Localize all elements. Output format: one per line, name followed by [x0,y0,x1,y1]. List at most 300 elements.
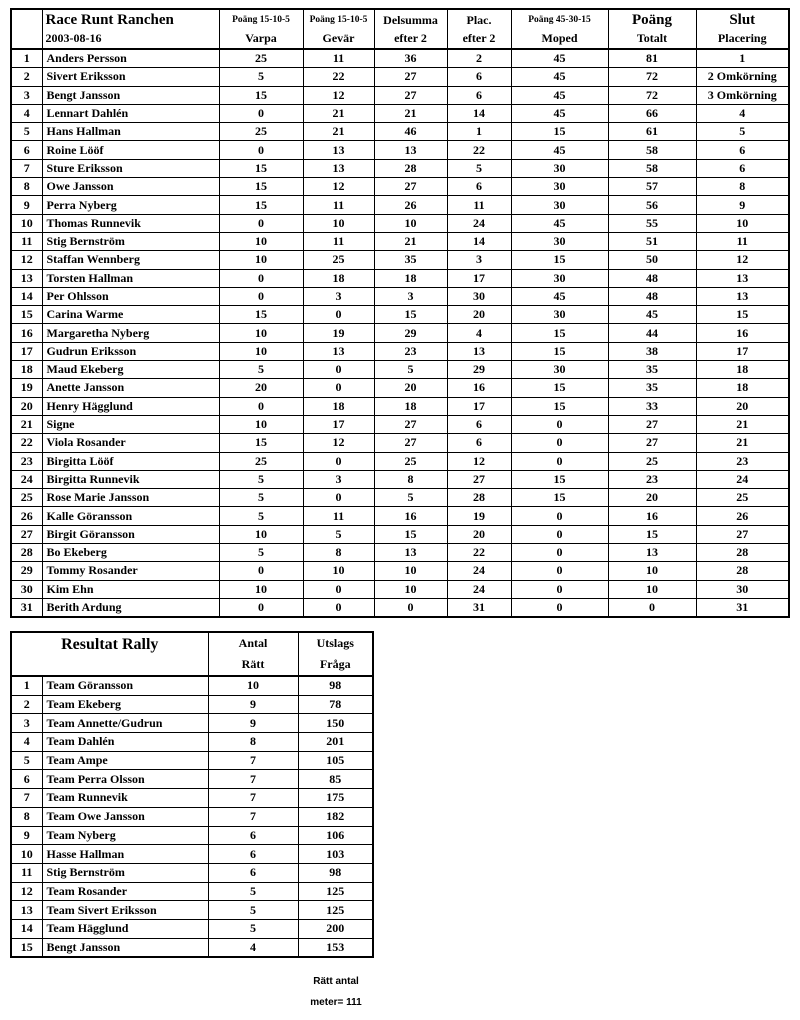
race-row [11,104,789,122]
race-row [11,306,789,324]
race-cell-n: 28 [11,544,42,562]
rally-cell-n: 15 [11,938,42,957]
race-row [11,379,789,397]
race-cell-poang: 45 [608,306,696,324]
race-row [11,434,789,452]
race-cell-moped: 30 [511,361,608,379]
race-cell-n: 7 [11,159,42,177]
race-cell-slut: 17 [696,342,789,360]
race-cell-delsumma: 10 [374,562,447,580]
race-cell-name: Bengt Jansson [42,86,219,104]
race-cell-name: Signe [42,415,219,433]
varpa-header: Varpa [219,29,303,49]
race-cell-delsumma: 10 [374,580,447,598]
race-cell-slut: 24 [696,470,789,488]
race-cell-n: 1 [11,49,42,68]
race-cell-name: Birgit Göransson [42,525,219,543]
race-cell-poang: 48 [608,287,696,305]
rally-cell-team: Team Hägglund [42,919,208,938]
race-cell-name: Per Ohlsson [42,287,219,305]
race-cell-n: 12 [11,251,42,269]
race-cell-slut: 5 [696,123,789,141]
race-cell-varpa: 10 [219,251,303,269]
race-cell-name: Owe Jansson [42,178,219,196]
race-cell-delsumma: 46 [374,123,447,141]
race-cell-varpa: 20 [219,379,303,397]
race-cell-delsumma: 36 [374,49,447,68]
race-cell-delsumma: 29 [374,324,447,342]
race-cell-moped: 15 [511,397,608,415]
race-cell-varpa: 10 [219,415,303,433]
race-cell-plac: 6 [447,68,511,86]
race-cell-delsumma: 27 [374,86,447,104]
delsumma-header: efter 2 [374,29,447,49]
race-cell-plac: 13 [447,342,511,360]
race-cell-moped: 0 [511,415,608,433]
race-cell-varpa: 5 [219,507,303,525]
race-cell-poang: 27 [608,415,696,433]
race-cell-slut: 3 Omkörning [696,86,789,104]
race-cell-plac: 22 [447,141,511,159]
race-cell-gevar: 11 [303,507,374,525]
race-cell-varpa: 0 [219,104,303,122]
race-cell-delsumma: 13 [374,141,447,159]
race-cell-slut: 6 [696,159,789,177]
race-cell-plac: 3 [447,251,511,269]
race-cell-slut: 15 [696,306,789,324]
race-header-row-top [11,9,789,29]
rally-cell-n: 7 [11,789,42,808]
race-cell-gevar: 11 [303,49,374,68]
race-cell-varpa: 15 [219,196,303,214]
race-cell-moped: 0 [511,452,608,470]
race-row [11,68,789,86]
race-cell-poang: 48 [608,269,696,287]
moped-header: Moped [511,29,608,49]
race-cell-slut: 18 [696,361,789,379]
race-cell-slut: 11 [696,232,789,250]
rally-cell-ratt: 6 [208,863,298,882]
rally-cell-fraga: 106 [298,826,373,845]
rally-cell-ratt: 9 [208,695,298,714]
race-cell-n: 16 [11,324,42,342]
race-cell-moped: 0 [511,434,608,452]
rally-cell-fraga: 175 [298,789,373,808]
rally-row [11,789,373,808]
race-cell-delsumma: 21 [374,104,447,122]
race-row [11,452,789,470]
rally-cell-n: 1 [11,676,42,695]
race-cell-n: 20 [11,397,42,415]
poang-header-top: Poäng [608,9,696,29]
race-cell-delsumma: 18 [374,269,447,287]
race-cell-moped: 30 [511,306,608,324]
race-cell-poang: 20 [608,489,696,507]
rally-cell-ratt: 5 [208,882,298,901]
race-header-row-bottom [11,29,789,49]
race-cell-moped: 45 [511,141,608,159]
race-cell-gevar: 12 [303,86,374,104]
race-cell-delsumma: 35 [374,251,447,269]
race-cell-poang: 10 [608,562,696,580]
race-cell-gevar: 25 [303,251,374,269]
rally-cell-team: Team Ekeberg [42,695,208,714]
race-cell-delsumma: 18 [374,397,447,415]
race-row [11,287,789,305]
race-cell-delsumma: 13 [374,544,447,562]
race-cell-n: 14 [11,287,42,305]
rally-cell-n: 4 [11,733,42,752]
race-cell-plac: 20 [447,306,511,324]
race-cell-name: Torsten Hallman [42,269,219,287]
rally-cell-n: 5 [11,751,42,770]
race-date: 2003-08-16 [42,29,219,49]
race-row [11,123,789,141]
race-cell-poang: 72 [608,86,696,104]
race-cell-n: 5 [11,123,42,141]
race-cell-slut: 25 [696,489,789,507]
race-cell-plac: 11 [447,196,511,214]
rally-cell-ratt: 7 [208,807,298,826]
race-cell-slut: 16 [696,324,789,342]
race-row [11,251,789,269]
race-cell-n: 19 [11,379,42,397]
race-cell-delsumma: 28 [374,159,447,177]
rally-cell-fraga: 105 [298,751,373,770]
plac-header: efter 2 [447,29,511,49]
race-cell-name: Rose Marie Jansson [42,489,219,507]
race-cell-delsumma: 3 [374,287,447,305]
race-cell-n: 9 [11,196,42,214]
race-row [11,342,789,360]
rally-cell-ratt: 4 [208,938,298,957]
race-cell-name: Birgitta Runnevik [42,470,219,488]
race-cell-delsumma: 26 [374,196,447,214]
race-cell-varpa: 5 [219,544,303,562]
race-cell-moped: 0 [511,507,608,525]
rally-cell-ratt: 6 [208,845,298,864]
race-row [11,159,789,177]
race-row [11,598,789,617]
race-cell-gevar: 13 [303,159,374,177]
race-cell-delsumma: 25 [374,452,447,470]
rally-cell-n: 2 [11,695,42,714]
race-cell-n: 31 [11,598,42,617]
rally-row [11,901,373,920]
race-cell-n: 13 [11,269,42,287]
race-cell-plac: 22 [447,544,511,562]
race-cell-moped: 45 [511,287,608,305]
race-cell-gevar: 12 [303,178,374,196]
race-cell-delsumma: 27 [374,434,447,452]
race-cell-poang: 0 [608,598,696,617]
race-cell-plac: 6 [447,86,511,104]
race-cell-delsumma: 15 [374,525,447,543]
race-cell-plac: 28 [447,489,511,507]
race-cell-moped: 15 [511,251,608,269]
rally-cell-fraga: 98 [298,676,373,695]
race-cell-name: Carina Warme [42,306,219,324]
race-cell-delsumma: 8 [374,470,447,488]
rally-cell-team: Hasse Hallman [42,845,208,864]
race-cell-slut: 18 [696,379,789,397]
race-row [11,544,789,562]
rally-row [11,826,373,845]
rally-cell-team: Team Ampe [42,751,208,770]
race-cell-moped: 30 [511,159,608,177]
rally-cell-team: Team Sivert Eriksson [42,901,208,920]
race-cell-moped: 45 [511,104,608,122]
race-cell-varpa: 5 [219,68,303,86]
race-cell-plac: 29 [447,361,511,379]
rally-cell-fraga: 125 [298,901,373,920]
race-cell-plac: 17 [447,397,511,415]
race-cell-n: 2 [11,68,42,86]
rally-cell-n: 11 [11,863,42,882]
race-cell-gevar: 12 [303,434,374,452]
rally-row [11,770,373,789]
race-cell-n: 26 [11,507,42,525]
race-cell-varpa: 25 [219,123,303,141]
race-cell-gevar: 19 [303,324,374,342]
race-cell-varpa: 5 [219,489,303,507]
race-cell-n: 21 [11,415,42,433]
race-cell-slut: 31 [696,598,789,617]
race-cell-varpa: 0 [219,562,303,580]
race-cell-moped: 15 [511,489,608,507]
race-cell-delsumma: 5 [374,361,447,379]
rally-note-line2: meter= 111 [310,997,362,1008]
race-cell-plac: 17 [447,269,511,287]
race-cell-moped: 0 [511,580,608,598]
race-cell-gevar: 18 [303,269,374,287]
poang-header: Totalt [608,29,696,49]
slut-header: Placering [696,29,789,49]
race-row [11,232,789,250]
race-cell-name: Kim Ehn [42,580,219,598]
race-cell-moped: 0 [511,525,608,543]
race-cell-slut: 20 [696,397,789,415]
race-body [11,49,789,617]
rally-cell-n: 13 [11,901,42,920]
race-cell-poang: 66 [608,104,696,122]
race-cell-varpa: 10 [219,342,303,360]
rally-cell-fraga: 78 [298,695,373,714]
race-cell-moped: 0 [511,598,608,617]
race-row [11,141,789,159]
race-cell-poang: 56 [608,196,696,214]
race-cell-varpa: 0 [219,269,303,287]
race-cell-slut: 10 [696,214,789,232]
race-cell-n: 15 [11,306,42,324]
gevar-header-top: Poäng 15-10-5 [303,9,374,29]
rally-row [11,863,373,882]
race-cell-delsumma: 27 [374,68,447,86]
race-cell-poang: 57 [608,178,696,196]
varpa-header-top: Poäng 15-10-5 [219,9,303,29]
race-cell-poang: 81 [608,49,696,68]
rally-cell-fraga: 150 [298,714,373,733]
antal-header: Rätt [208,654,298,676]
race-cell-varpa: 5 [219,470,303,488]
race-cell-poang: 16 [608,507,696,525]
race-cell-n: 30 [11,580,42,598]
race-cell-delsumma: 16 [374,507,447,525]
utslags-header-top: Utslags [298,632,373,654]
race-cell-slut: 9 [696,196,789,214]
race-cell-plac: 4 [447,324,511,342]
race-cell-delsumma: 15 [374,306,447,324]
race-row [11,86,789,104]
race-cell-gevar: 0 [303,306,374,324]
race-cell-delsumma: 21 [374,232,447,250]
race-cell-moped: 15 [511,379,608,397]
race-cell-delsumma: 20 [374,379,447,397]
rally-results-table [10,631,374,958]
race-cell-moped: 30 [511,232,608,250]
rally-row [11,919,373,938]
moped-header-top: Poäng 45-30-15 [511,9,608,29]
race-cell-name: Staffan Wennberg [42,251,219,269]
rally-cell-fraga: 85 [298,770,373,789]
race-cell-n: 22 [11,434,42,452]
utslags-header: Fråga [298,654,373,676]
race-cell-name: Berith Ardung [42,598,219,617]
race-cell-poang: 13 [608,544,696,562]
rally-cell-team: Team Göransson [42,676,208,695]
rally-cell-n: 6 [11,770,42,789]
race-row [11,397,789,415]
race-row [11,489,789,507]
race-row [11,580,789,598]
race-cell-varpa: 25 [219,452,303,470]
race-cell-gevar: 11 [303,232,374,250]
race-cell-moped: 0 [511,562,608,580]
race-cell-gevar: 21 [303,104,374,122]
rally-cell-team: Team Nyberg [42,826,208,845]
race-cell-n: 11 [11,232,42,250]
race-cell-name: Anette Jansson [42,379,219,397]
race-cell-slut: 1 [696,49,789,68]
rally-cell-team: Team Owe Jansson [42,807,208,826]
race-cell-plac: 12 [447,452,511,470]
race-cell-plac: 16 [447,379,511,397]
race-cell-n: 3 [11,86,42,104]
race-cell-slut: 27 [696,525,789,543]
gevar-header: Gevär [303,29,374,49]
race-cell-poang: 33 [608,397,696,415]
race-cell-varpa: 15 [219,159,303,177]
race-cell-varpa: 10 [219,324,303,342]
race-cell-moped: 30 [511,178,608,196]
race-cell-poang: 35 [608,379,696,397]
race-cell-gevar: 0 [303,452,374,470]
race-cell-gevar: 5 [303,525,374,543]
race-cell-name: Hans Hallman [42,123,219,141]
rally-cell-fraga: 201 [298,733,373,752]
race-row [11,269,789,287]
race-row [11,361,789,379]
race-cell-poang: 15 [608,525,696,543]
race-cell-delsumma: 10 [374,214,447,232]
race-row [11,525,789,543]
race-cell-slut: 28 [696,544,789,562]
race-cell-plac: 2 [447,49,511,68]
race-cell-varpa: 15 [219,86,303,104]
rally-cell-team: Stig Bernström [42,863,208,882]
rally-cell-fraga: 153 [298,938,373,957]
race-cell-name: Gudrun Eriksson [42,342,219,360]
race-cell-plac: 14 [447,104,511,122]
race-cell-slut: 6 [696,141,789,159]
rally-header-row-top [11,632,373,654]
race-cell-poang: 58 [608,141,696,159]
rally-row [11,938,373,957]
rally-cell-team: Team Rosander [42,882,208,901]
race-cell-name: Anders Persson [42,49,219,68]
race-cell-slut: 8 [696,178,789,196]
rally-cell-n: 14 [11,919,42,938]
race-cell-poang: 38 [608,342,696,360]
rally-cell-team: Bengt Jansson [42,938,208,957]
race-cell-plac: 24 [447,214,511,232]
race-cell-name: Kalle Göransson [42,507,219,525]
race-cell-varpa: 10 [219,232,303,250]
race-cell-poang: 72 [608,68,696,86]
race-cell-n: 17 [11,342,42,360]
race-corner-cell [11,9,42,29]
race-cell-moped: 15 [511,123,608,141]
race-row [11,178,789,196]
race-cell-plac: 24 [447,580,511,598]
race-cell-gevar: 13 [303,342,374,360]
race-cell-gevar: 22 [303,68,374,86]
race-row [11,49,789,68]
race-cell-poang: 25 [608,452,696,470]
race-cell-n: 8 [11,178,42,196]
race-cell-name: Henry Hägglund [42,397,219,415]
rally-note-line1: Rätt antal [313,976,359,987]
race-cell-gevar: 8 [303,544,374,562]
race-cell-plac: 31 [447,598,511,617]
race-cell-moped: 45 [511,49,608,68]
race-cell-name: Maud Ekeberg [42,361,219,379]
race-row [11,507,789,525]
race-cell-delsumma: 23 [374,342,447,360]
race-cell-poang: 23 [608,470,696,488]
rally-cell-ratt: 8 [208,733,298,752]
race-cell-poang: 55 [608,214,696,232]
race-results-table [10,8,790,618]
race-cell-plac: 30 [447,287,511,305]
race-cell-varpa: 25 [219,49,303,68]
race-cell-plac: 6 [447,434,511,452]
race-cell-varpa: 0 [219,141,303,159]
race-cell-delsumma: 27 [374,178,447,196]
race-cell-varpa: 15 [219,178,303,196]
race-cell-n: 10 [11,214,42,232]
race-cell-slut: 23 [696,452,789,470]
race-cell-plac: 6 [447,178,511,196]
race-cell-gevar: 21 [303,123,374,141]
race-cell-moped: 45 [511,214,608,232]
race-cell-name: Stig Bernström [42,232,219,250]
race-row [11,562,789,580]
race-cell-plac: 27 [447,470,511,488]
rally-row [11,695,373,714]
race-cell-slut: 2 Omkörning [696,68,789,86]
race-cell-slut: 21 [696,415,789,433]
